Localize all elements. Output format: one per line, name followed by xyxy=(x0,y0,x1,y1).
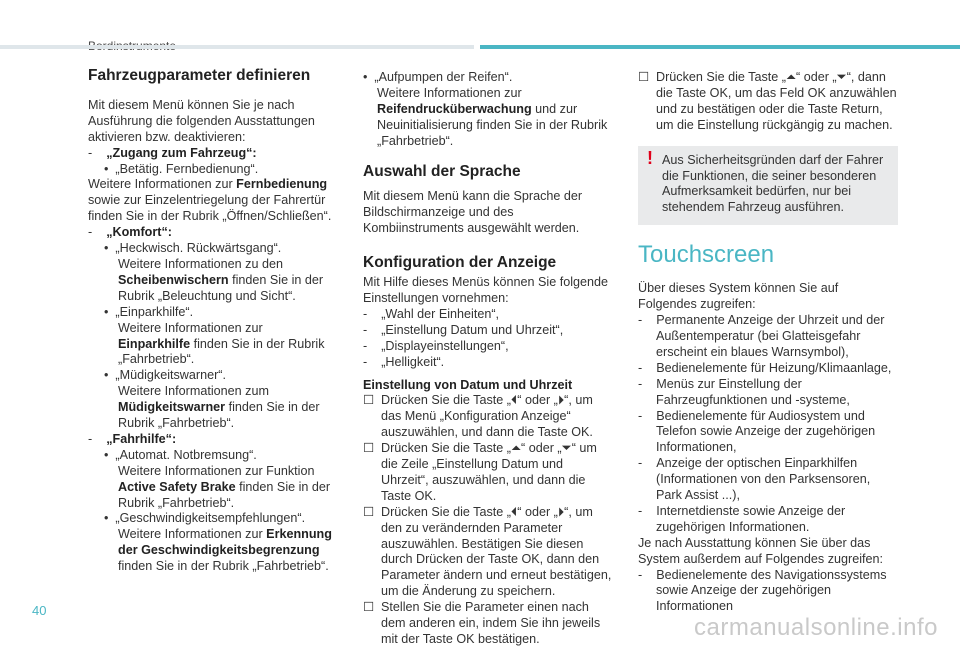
step-2: ☐ Drücken Sie die Taste „⏶“ oder „⏷“ um die Zeile „Einstellung Datum und Uhrzeit“, auszuwählen, und dann die Taste OK. xyxy=(363,441,597,503)
checkbox-icon: ☐ xyxy=(363,441,375,456)
header-rule-left xyxy=(0,45,474,49)
warning-icon: ! xyxy=(647,147,653,168)
step-4: ☐ Stellen Sie die Parameter einen nach dem anderen ein, indem Sie ihn jeweils mit der Taste OK bestätigen. xyxy=(363,600,601,646)
list-item-tyre: • „Aufpumpen der Reifen“. xyxy=(363,70,513,84)
tyre-info: Weitere Informationen zur Reifendrucküberwachung und zur Neuinitialisierung finden Sie in der Rubrik „Fahrbetrieb“. xyxy=(377,85,608,148)
list-item-t3: - Menüs zur Einstellung der Fahrzeugfunktionen und -systeme, xyxy=(638,376,850,407)
step-5: ☐ Drücken Sie die Taste „⏶“ oder „⏷“, dann die Taste OK, um das Feld OK anzuwählen und zu bestätigen oder die Taste Return, um die Einstellung rückgängig zu machen. xyxy=(638,70,897,132)
language-title: Auswahl der Sprache xyxy=(363,162,521,180)
list-item-fatigue: • „Müdigkeitswarner“. xyxy=(104,368,226,383)
display-config-text: Mit Hilfe dieses Menüs können Sie folgende Einstellungen vornehmen: xyxy=(363,275,609,305)
list-item-remote: • „Betätig. Fernbedienung“. xyxy=(104,161,259,176)
touchscreen-title: Touchscreen xyxy=(638,241,775,269)
column-2 xyxy=(363,70,613,648)
list-item-display: - „Displayeinstellungen“, xyxy=(363,338,509,353)
list-item-t1: - Permanente Anzeige der Uhrzeit und der Außentemperatur (bei Glatteisgefahr erscheint ein blaues Warnsymbol), xyxy=(638,313,885,359)
vehicle-params-title: Fahrzeugparameter definieren xyxy=(88,67,311,84)
list-item-brightness: - „Helligkeit“. xyxy=(363,354,445,369)
list-item-rear-wiper: • „Heckwisch. Rückwärtsgang“. xyxy=(104,241,282,256)
park-assist-info: Weitere Informationen zur Einparkhilfe finden Sie in der Rubrik „Fahrbetrieb“. xyxy=(118,320,325,367)
list-item-access: - „Zugang zum Fahrzeug“: xyxy=(88,145,257,160)
emergency-brake-info: Weitere Informationen zur Funktion Active Safety Brake finden Sie in der Rubrik „Fahrbetrieb“. xyxy=(118,463,331,510)
header-rule-right xyxy=(480,45,960,49)
display-config-title: Konfiguration der Anzeige xyxy=(363,254,557,272)
remote-info: Weitere Informationen zur Fernbedienung sowie zur Einzelentriegelung der Fahrertür finden Sie in der Rubrik „Öffnen/Schließen“. xyxy=(88,177,332,224)
rear-wiper-info: Weitere Informationen zu den Scheibenwischern finden Sie in der Rubrik „Beleuchtung und Sicht“. xyxy=(118,256,324,303)
list-item-emergency-brake: • „Automat. Notbremsung“. xyxy=(104,447,257,462)
column-3 xyxy=(638,70,898,615)
touchscreen-more: Je nach Ausstattung können Sie über das System außerdem auf Folgendes zugreifen: xyxy=(638,535,884,566)
vehicle-params-intro: Mit diesem Menü können Sie je nach Ausführung die folgenden Ausstattungen aktivieren bzw. deaktivieren: xyxy=(88,97,315,144)
list-item-t7: - Bedienelemente des Navigationssystems sowie Anzeige der zugehörigen Informationen xyxy=(638,567,887,614)
checkbox-icon: ☐ xyxy=(363,393,375,408)
watermark: carmanualsonline.info xyxy=(694,614,938,641)
warning-text: Aus Sicherheitsgründen darf der Fahrer die Funktionen, die seiner besonderen Aufmerksamkeit bedürfen, nur bei stehendem Fahrzeug ausführen. xyxy=(662,152,884,215)
list-item-park-assist: • „Einparkhilfe“. xyxy=(104,304,194,319)
checkbox-icon: ☐ xyxy=(363,504,375,519)
speed-rec-info: Weitere Informationen zur Erkennung der Geschwindigkeitsbegrenzung finden Sie in der Rubrik „Fahrbetrieb“. xyxy=(118,527,332,574)
touchscreen-intro: Über dieses System können Sie auf Folgendes zugreifen: xyxy=(638,281,839,312)
warning-box xyxy=(638,146,898,226)
list-item-datetime: - „Einstellung Datum und Uhrzeit“, xyxy=(363,322,564,337)
page-number: 40 xyxy=(32,603,47,618)
column-1 xyxy=(88,62,338,575)
checkbox-icon: ☐ xyxy=(363,600,375,615)
language-text: Mit diesem Menü kann die Sprache der Bildschirmanzeige und des Kombiinstruments ausgewählt werden. xyxy=(363,189,583,236)
list-item-speed-rec: • „Geschwindigkeitsempfehlungen“. xyxy=(104,511,306,526)
list-item-komfort: - „Komfort“: xyxy=(88,225,172,240)
fatigue-info: Weitere Informationen zum Müdigkeitswarner finden Sie in der Rubrik „Fahrbetrieb“. xyxy=(118,384,320,431)
list-item-fahrhilfe: - „Fahrhilfe“: xyxy=(88,431,177,446)
checkbox-icon: ☐ xyxy=(638,70,650,84)
list-item-t6: - Internetdienste sowie Anzeige der zugehörigen Informationen. xyxy=(638,503,846,534)
step-1: ☐ Drücken Sie die Taste „⏴“ oder „⏵“, um das Menü „Konfiguration Anzeige“ auszuwählen, und dann die Taste OK. xyxy=(363,393,593,440)
list-item-units: - „Wahl der Einheiten“, xyxy=(363,306,500,321)
list-item-t4: - Bedienelemente für Audiosystem und Telefon sowie Anzeige der zugehörigen Informationen, xyxy=(638,408,876,455)
datetime-title: Einstellung von Datum und Uhrzeit xyxy=(363,377,573,392)
list-item-t5: - Anzeige der optischen Einparkhilfen (Informationen von den Parksensoren, Park Assist ...), xyxy=(638,456,871,503)
list-item-t2: - Bedienelemente für Heizung/Klimaanlage, xyxy=(638,360,892,375)
step-3: ☐ Drücken Sie die Taste „⏴“ oder „⏵“, um den zu verändernden Parameter auszuwählen. Bestätigen Sie diesen durch Drücken der Taste OK, dann den Parameter ändern und erneut bestätigen, um die Änderung zu speichern. xyxy=(363,504,612,599)
